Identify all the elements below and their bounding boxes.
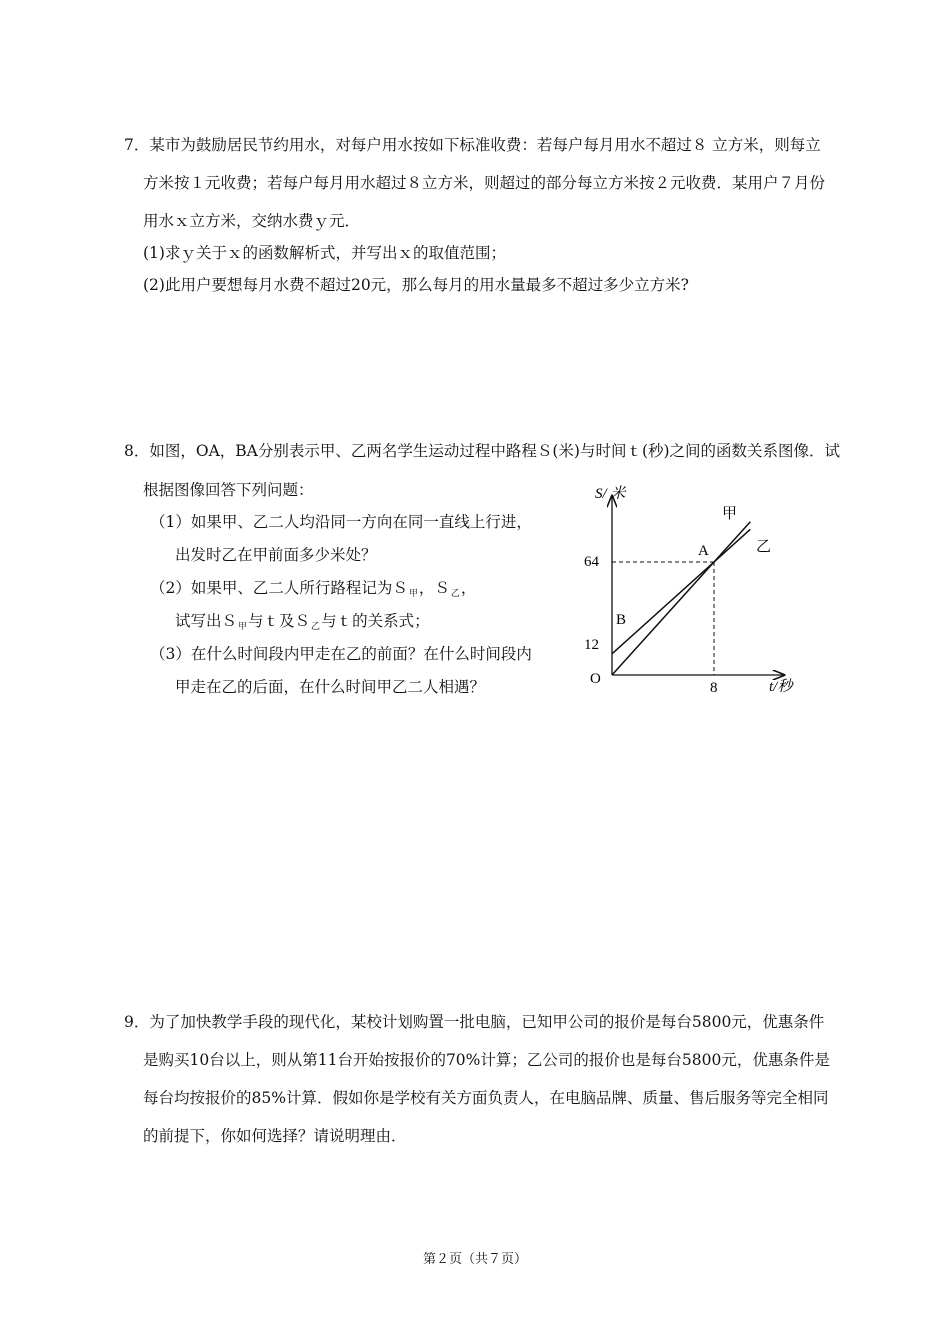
y-tick-label-64: 64 [584,554,599,570]
y-tick-label-12: 12 [584,637,599,653]
q9-line-2: 是购买10台以上，则从第11台开始按报价的70%计算；乙公司的报价也是每台5800元，优惠条件是 [143,1051,830,1069]
q8-part-2b: 试写出Ｓ甲与ｔ及Ｓ乙与ｔ的关系式； [175,612,430,632]
series-label-jia: 甲 [722,506,738,522]
q8-part-1b: 出发时乙在甲前面多少米处？ [175,546,377,564]
q9-line-4: 的前提下，你如何选择？请说明理由． [143,1127,407,1145]
q9-line-3: 每台均按报价的85%计算．假如你是学校有关方面负责人，在电脑品牌、质量、售后服务等完全相同 [143,1089,829,1107]
x-axis-label: t/秒 [769,679,793,695]
q8-part-3b: 甲走在乙的后面，在什么时间甲乙二人相遇？ [175,678,486,696]
q7-line-2: 方米按１元收费；若每户每月用水超过８立方米，则超过的部分每立方米按２元收费．某用户７月份 [143,174,826,192]
q9-line-1: 9．为了加快教学手段的现代化，某校计划购置一批电脑，已知甲公司的报价是每台5800元，优惠条件 [124,1013,825,1031]
y-axis-label: S/ 米 [595,486,626,502]
series-line-jia [612,522,750,675]
q7-line-3: 用水ｘ立方米，交纳水费ｙ元． [143,212,361,230]
q8-part-3a: （3）在什么时间段内甲走在乙的前面？在什么时间段内 [150,645,532,663]
series-line-yi [612,529,750,654]
q7-line-1: 7．某市为鼓励居民节约用水，对每户用水按如下标准收费：若每户每月用水不超过８ 立方米，则每立 [124,136,821,154]
point-label-a: A [698,543,709,559]
q8-line-1: 8．如图，OA，BA分别表示甲、乙两名学生运动过程中路程Ｓ(米)与时间ｔ(秒)之间的函数关系图像．试 [124,442,841,460]
q8-part-1a: （1）如果甲、乙二人均沿同一方向在同一直线上行进， [150,513,532,531]
q7-part-1: (1)求ｙ关于ｘ的函数解析式，并写出ｘ的取值范围； [143,244,506,262]
origin-label: O [590,671,601,687]
q8-line-2: 根据图像回答下列问题： [143,481,314,499]
series-label-yi: 乙 [756,539,772,555]
page-footer: 第２页（共７页） [422,1252,527,1267]
point-label-b: B [616,612,627,628]
distance-time-chart [560,478,810,703]
x-tick-label-8: 8 [710,680,718,696]
q8-part-2a: （2）如果甲、乙二人所行路程记为Ｓ甲，Ｓ乙， [150,579,477,599]
q7-part-2: (2)此用户要想每月水费不超过20元，那么每月的用水量最多不超过多少立方米? [143,276,689,294]
